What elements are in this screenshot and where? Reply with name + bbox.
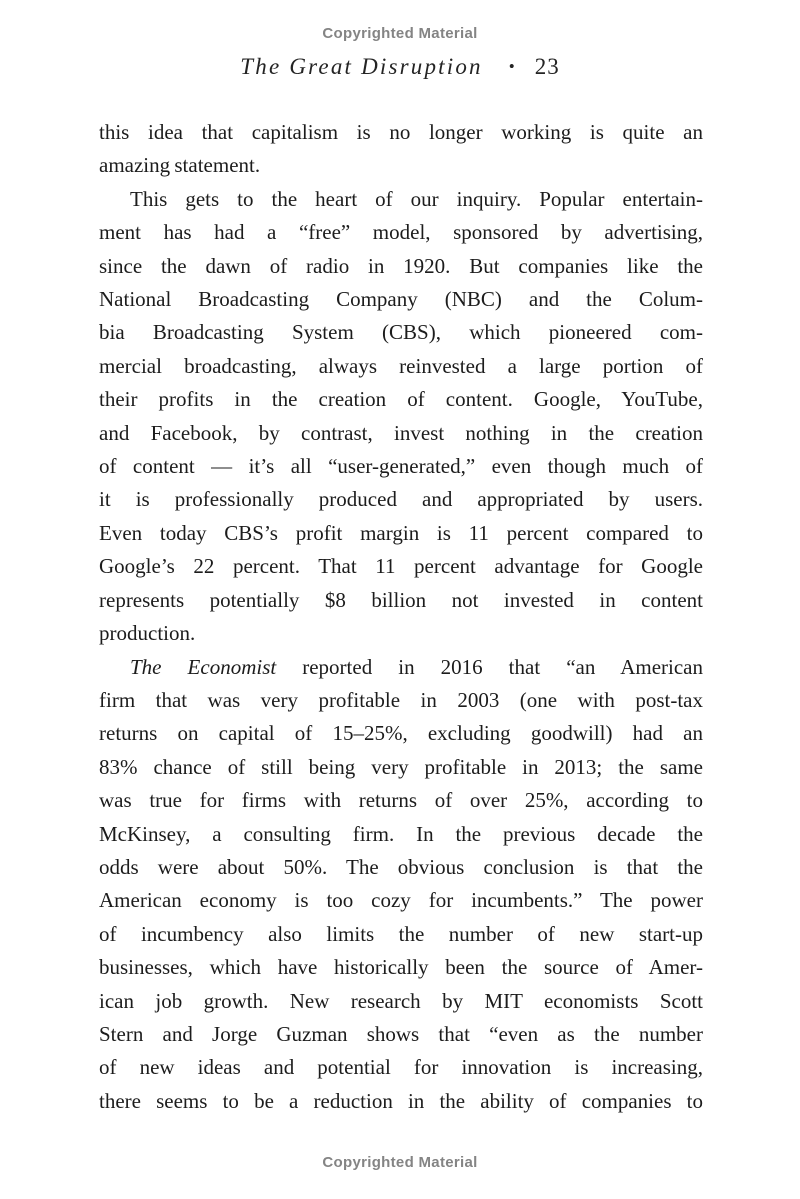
text-line <box>99 884 703 917</box>
text-line <box>99 216 703 249</box>
text-line <box>99 483 703 516</box>
text-line <box>99 818 703 851</box>
text-line <box>99 250 703 283</box>
text-segment: American economy is too cozy for incumbents.” The power <box>99 888 703 913</box>
text-line <box>99 450 703 483</box>
text-segment: of incumbency also limits the number of new start-up <box>99 921 703 946</box>
text-segment: ment has had a “free” model, sponsored by advertising, <box>99 220 703 245</box>
running-head <box>0 54 800 80</box>
italic-text: The Economist <box>130 654 277 679</box>
text-line <box>99 1051 703 1084</box>
text-segment: Stern and Jorge Guzman shows that “even as the number <box>99 1021 703 1046</box>
text-segment: there seems to be a reduction in the ability of companies to <box>99 1088 703 1113</box>
copyright-watermark-top: Copyrighted Material <box>322 25 478 42</box>
bullet-separator-icon: • <box>508 57 515 76</box>
text-segment: mercial broadcasting, always reinvested a large portion of <box>99 353 703 378</box>
text-segment: Even today CBS’s profit margin is 11 percent compared to <box>99 520 703 545</box>
text-segment: represents potentially $8 billion not invested in content <box>99 587 703 612</box>
text-segment: amazing statement. <box>99 153 261 178</box>
text-line <box>99 717 703 750</box>
text-line <box>99 1085 703 1118</box>
text-line <box>99 918 703 951</box>
text-line <box>99 784 703 817</box>
text-segment: National Broadcasting Company (NBC) and the Colum- <box>99 287 703 312</box>
page-number: 23 <box>534 54 560 79</box>
text-segment: production. <box>99 621 196 646</box>
text-segment: firm that was very profitable in 2003 (one with post-tax <box>99 687 703 712</box>
text-line <box>99 417 703 450</box>
text-segment: returns on capital of 15–25%, excluding goodwill) had an <box>99 721 703 746</box>
text-segment: and Facebook, by contrast, invest nothing in the creation <box>99 420 703 445</box>
text-line <box>99 851 703 884</box>
text-segment: since the dawn of radio in 1920. But companies like the <box>99 253 703 278</box>
text-line <box>99 350 703 383</box>
text-line <box>99 149 703 182</box>
text-segment: was true for firms with returns of over 25%, according to <box>99 788 703 813</box>
text-line <box>99 651 703 684</box>
text-segment: businesses, which have historically been the source of Amer- <box>99 955 703 980</box>
book-title: The Great Disruption <box>240 54 483 79</box>
text-segment: This gets to the heart of our inquiry. Popular entertain- <box>130 186 703 211</box>
text-line <box>99 116 703 149</box>
text-segment: of content — it’s all “user-generated,” even though much of <box>99 454 703 479</box>
text-segment: ican job growth. New research by MIT economists Scott <box>99 988 703 1013</box>
text-segment: this idea that capitalism is no longer working is quite an <box>99 120 703 144</box>
text-line <box>99 316 703 349</box>
text-segment: it is professionally produced and appropriated by users. <box>99 487 703 512</box>
text-line <box>99 183 703 216</box>
text-segment: bia Broadcasting System (CBS), which pioneered com- <box>99 320 703 345</box>
text-segment: their profits in the creation of content. Google, YouTube, <box>99 387 703 412</box>
text-segment: odds were about 50%. The obvious conclusion is that the <box>99 854 703 879</box>
text-line <box>99 684 703 717</box>
text-line <box>99 985 703 1018</box>
text-segment: Google’s 22 percent. That 11 percent advantage for Google <box>99 554 703 579</box>
text-line <box>99 1018 703 1051</box>
text-line <box>99 951 703 984</box>
page-body <box>99 116 703 1118</box>
text-line <box>99 517 703 550</box>
text-line <box>99 550 703 583</box>
text-line <box>99 617 703 650</box>
text-segment: of new ideas and potential for innovation is increasing, <box>99 1055 703 1080</box>
text-segment: reported in 2016 that “an American <box>276 654 704 679</box>
text-line <box>99 383 703 416</box>
text-segment: McKinsey, a consulting firm. In the previous decade the <box>99 821 703 846</box>
text-line <box>99 283 703 316</box>
copyright-watermark-bottom: Copyrighted Material <box>322 1154 478 1171</box>
text-line <box>99 751 703 784</box>
text-line <box>99 584 703 617</box>
text-segment: 83% chance of still being very profitable in 2013; the same <box>99 754 703 779</box>
